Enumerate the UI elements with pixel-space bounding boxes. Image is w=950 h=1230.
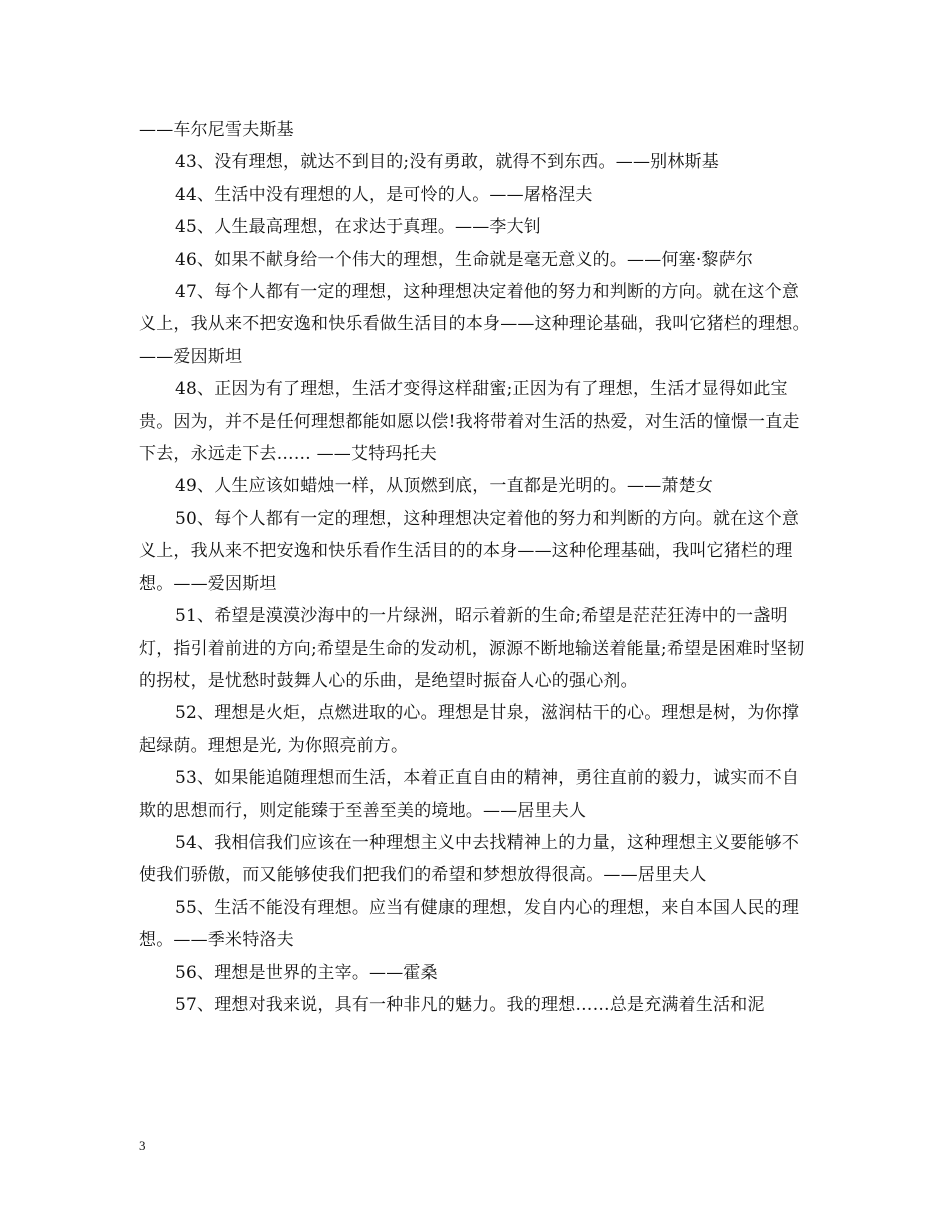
quote-paragraph: 50、每个人都有一定的理想，这种理想决定着他的努力和判断的方向。就在这个意义上，我从来不把安逸和快乐看作生活目的的本身——这种伦理基础，我叫它猪栏的理想。——爱因斯坦 <box>139 508 800 594</box>
quote-paragraph: 49、人生应该如蜡烛一样，从顶燃到底，一直都是光明的。——萧楚女 <box>175 476 714 497</box>
quote-paragraph: 52、理想是火炬，点燃进取的心。理想是甘泉，滋润枯干的心。理想是树，为你撑起绿荫。理想是光, 为你照亮前方。 <box>139 703 800 756</box>
quote-paragraph: 48、正因为有了理想，生活才变得这样甜蜜;正因为有了理想，生活才显得如此宝贵。因为，并不是任何理想都能如愿以偿!我将带着对生活的热爱，对生活的憧憬一直走下去，永远走下去…… ——艾特玛托夫 <box>139 379 800 465</box>
quote-paragraph: 57、理想对我来说，具有一种非凡的魅力。我的理想……总是充满着生活和泥 <box>175 994 765 1015</box>
quote-paragraph: 54、我相信我们应该在一种理想主义中去找精神上的力量，这种理想主义要能够不使我们骄傲，而又能够使我们把我们的希望和梦想放得很高。——居里夫人 <box>139 832 800 886</box>
quote-paragraph: 51、希望是漠漠沙海中的一片绿洲，昭示着新的生命;希望是茫茫狂涛中的一盏明灯，指引着前进的方向;希望是生命的发动机，源源不断地输送着能量;希望是困难时坚韧的拐杖，是忧愁时鼓舞人心的乐曲，是绝望时振奋人心的强心剂。 <box>139 606 805 691</box>
quote-paragraph: 44、生活中没有理想的人，是可怜的人。——屠格涅夫 <box>175 184 593 205</box>
quote-paragraph: 56、理想是世界的主宰。——霍桑 <box>175 962 438 983</box>
quote-paragraph: 53、如果能追随理想而生活，本着正直自由的精神，勇往直前的毅力，诚实而不自欺的思想而行，则定能臻于至善至美的境地。——居里夫人 <box>139 768 800 821</box>
quote-list <box>139 114 812 1021</box>
quote-paragraph: 55、生活不能没有理想。应当有健康的理想，发自内心的理想，来自本国人民的理想。——季米特洛夫 <box>139 897 800 951</box>
quote-paragraph: 43、没有理想，就达不到目的;没有勇敢，就得不到东西。——别林斯基 <box>175 152 719 173</box>
quote-paragraph: ——车尔尼雪夫斯基 <box>139 120 294 140</box>
page-number: 3 <box>139 1138 146 1153</box>
quote-paragraph: 46、如果不献身给一个伟大的理想，生命就是毫无意义的。——何塞·黎萨尔 <box>175 249 754 270</box>
quote-paragraph: 47、每个人都有一定的理想，这种理想决定着他的努力和判断的方向。就在这个意义上，我从来不把安逸和快乐看做生活目的本身——这种理论基础，我叫它猪栏的理想。——爱因斯坦 <box>139 282 810 367</box>
quote-paragraph: 45、人生最高理想，在求达于真理。——李大钊 <box>175 217 542 238</box>
